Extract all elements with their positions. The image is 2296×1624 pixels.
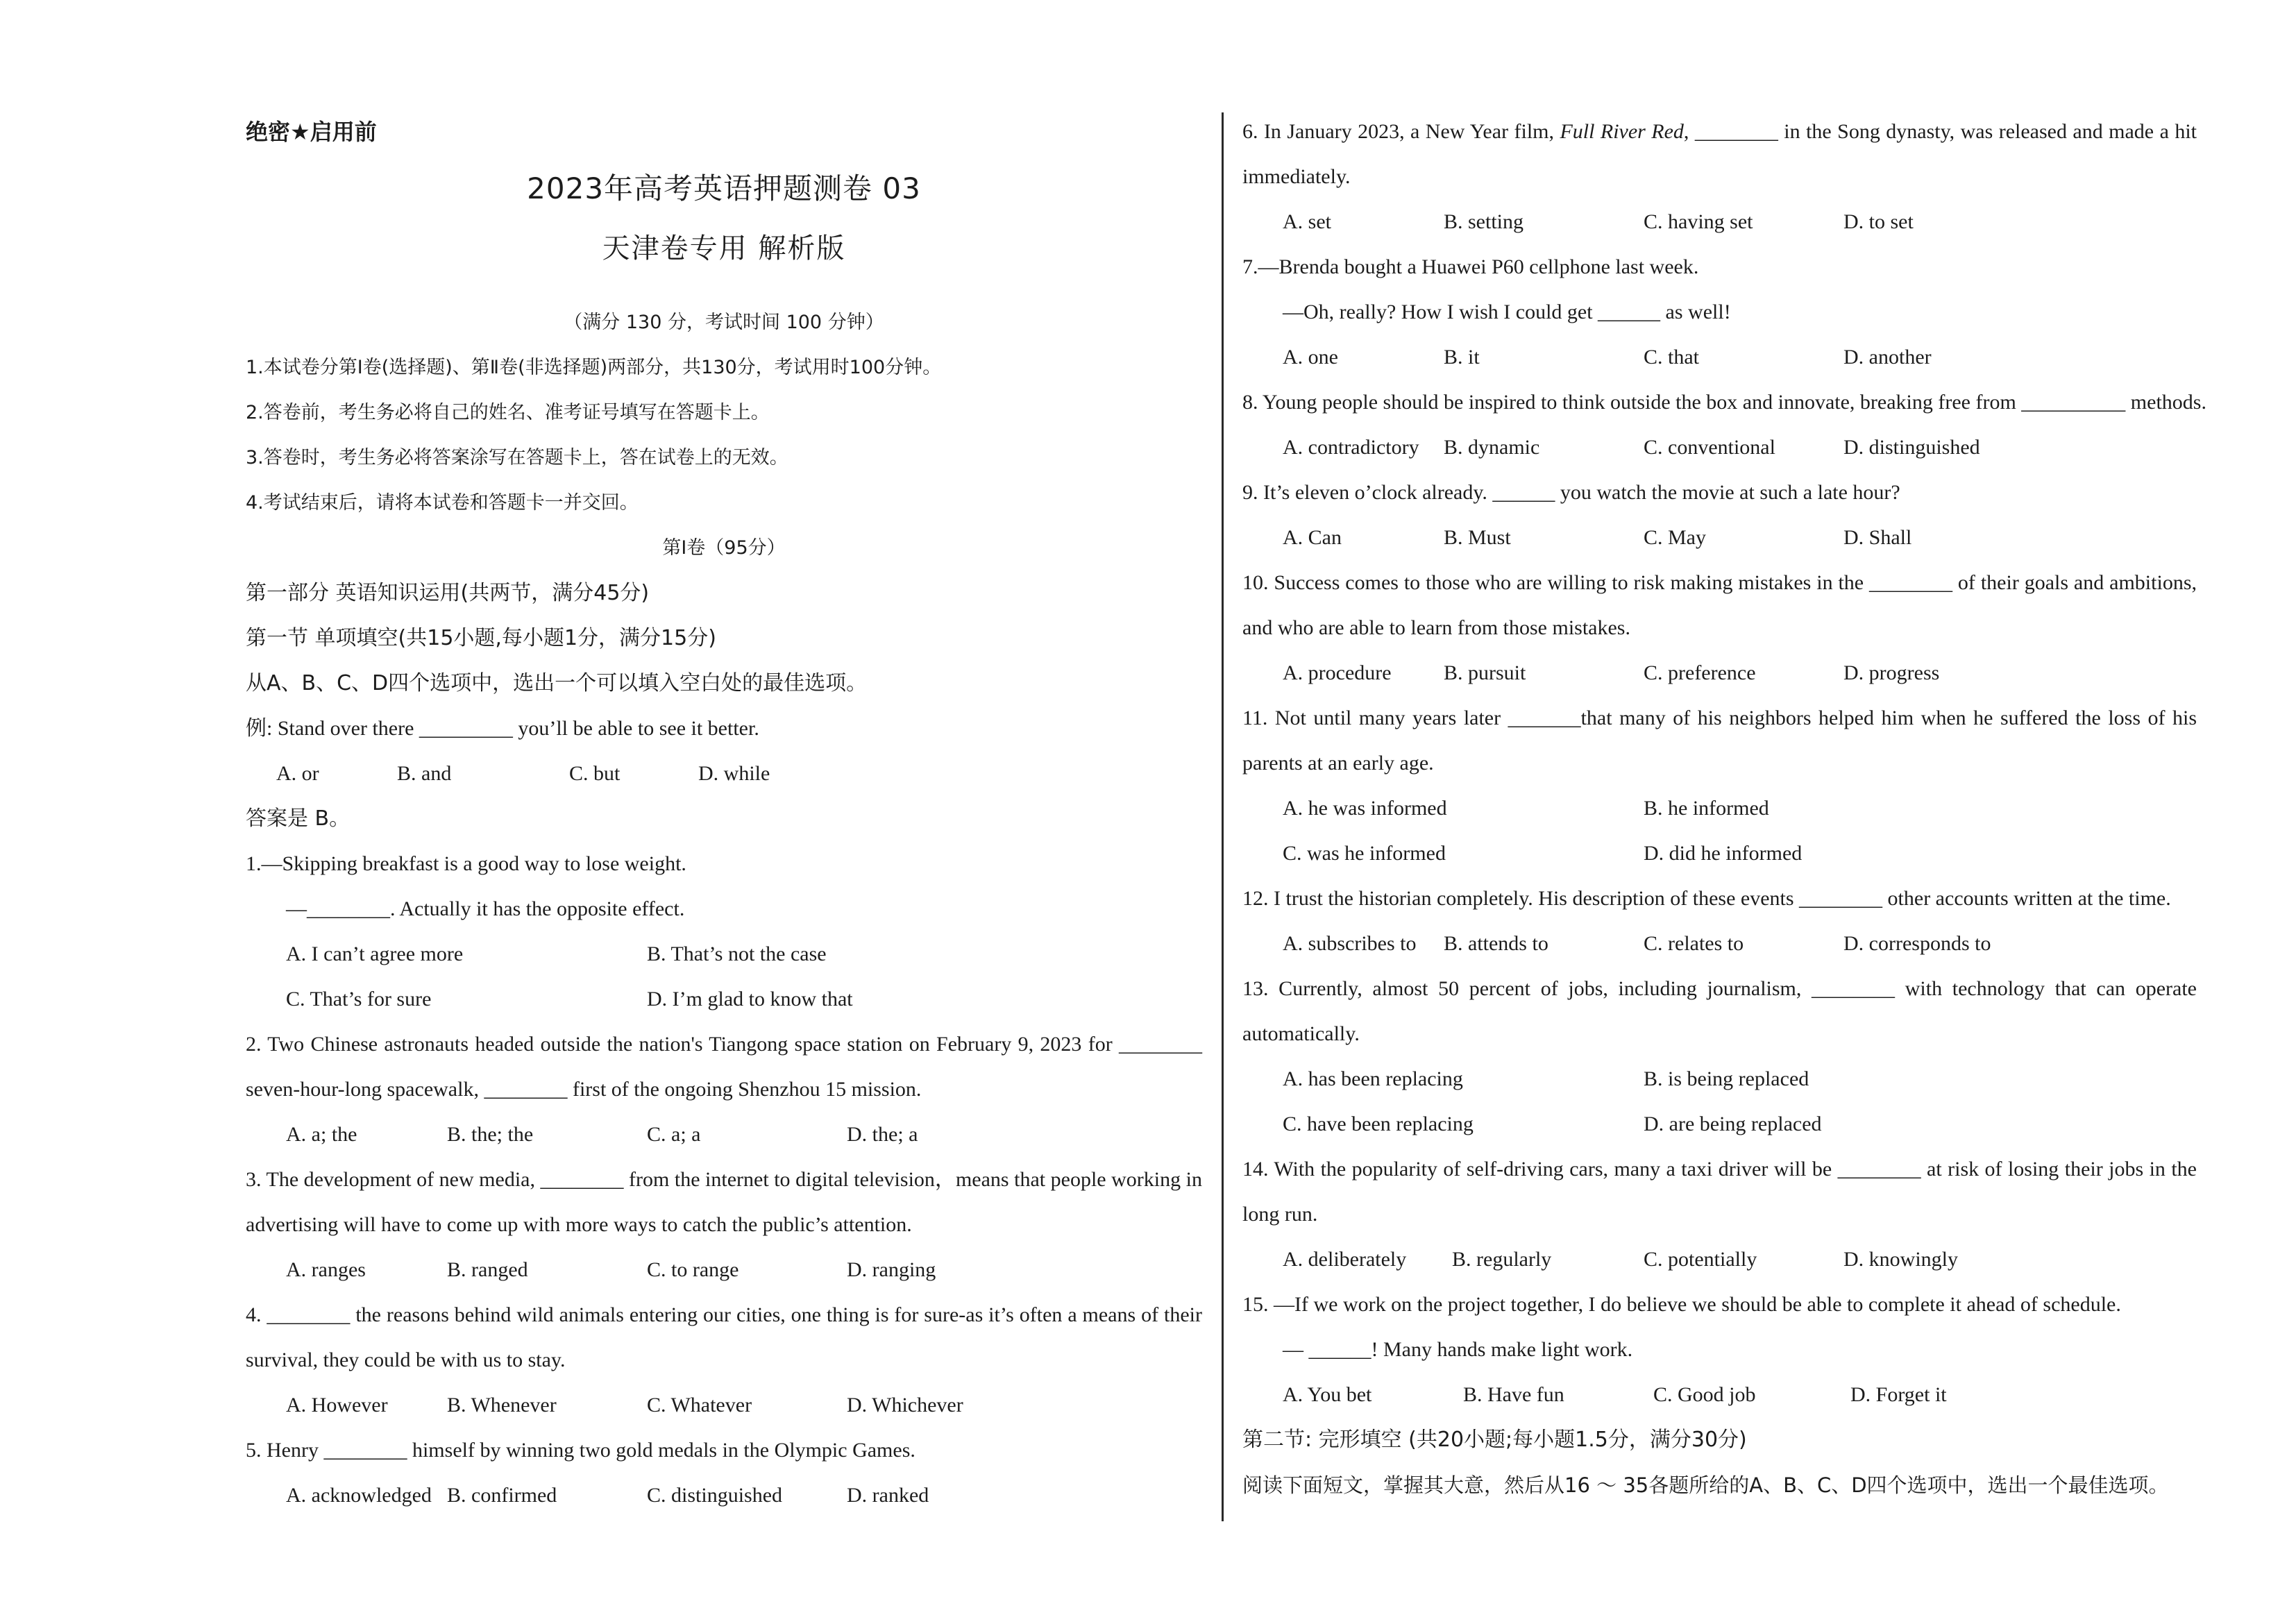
q10-line1: 10. Success comes to those who are willing to risk making mistakes in the ________ of their goals and ambitions, bbox=[1242, 571, 2197, 594]
q3-option-c: C. to range bbox=[647, 1258, 739, 1281]
q2-line1: 2. Two Chinese astronauts headed outside the nation's Tiangong space station on February 9, 2023 for ________ bbox=[246, 1033, 1202, 1056]
q12-option-c: C. relates to bbox=[1644, 932, 1744, 955]
q4-options bbox=[246, 1388, 1202, 1423]
q1-options-row2 bbox=[246, 982, 1202, 1017]
q2-option-c: C. a; a bbox=[647, 1123, 701, 1146]
q7-option-c: C. that bbox=[1644, 346, 1699, 369]
example-option-a: A. or bbox=[276, 762, 319, 785]
q4-option-d: D. Whichever bbox=[847, 1394, 963, 1416]
q8-option-a: A. contradictory bbox=[1283, 436, 1419, 459]
q11-option-b: B. he informed bbox=[1644, 797, 1769, 820]
q4-line1: 4. ________ the reasons behind wild animals entering our cities, one thing is for sure-as it’s often a means of their bbox=[246, 1303, 1202, 1326]
q5-stem: 5. Henry ________ himself by winning two gold medals in the Olympic Games. bbox=[246, 1439, 915, 1462]
q2-option-d: D. the; a bbox=[847, 1123, 918, 1146]
q14-line1: 14. With the popularity of self-driving cars, many a taxi driver will be ________ at risk of losing their jobs in the bbox=[1242, 1158, 2197, 1181]
q7-reply: —Oh, really? How I wish I could get ______ as well! bbox=[1283, 301, 1731, 323]
q11-options-row1 bbox=[1242, 791, 2197, 826]
exam-title: 2023年高考英语押题测卷 03 bbox=[527, 171, 921, 205]
q13-options-row2 bbox=[1242, 1107, 2197, 1142]
example-options bbox=[246, 756, 1202, 791]
exam-subtitle: 天津卷专用 解析版 bbox=[602, 232, 846, 264]
section2-title: 第二节: 完形填空 (共20小题;每小题1.5分，满分30分) bbox=[1242, 1428, 1747, 1452]
q11-line2: parents at an early age. bbox=[1242, 752, 1434, 775]
instruction-3: 3.答卷时，考生务必将答案涂写在答题卡上，答在试卷上的无效。 bbox=[246, 447, 788, 468]
instruction-2: 2.答卷前，考生务必将自己的姓名、准考证号填写在答题卡上。 bbox=[246, 402, 770, 423]
q2-line2: seven-hour-long spacewalk, ________ first of the ongoing Shenzhou 15 mission. bbox=[246, 1078, 922, 1101]
q13-line1: 13. Currently, almost 50 percent of jobs, including journalism, ________ with technology that can operate bbox=[1242, 977, 2197, 1000]
q4-option-c: C. Whatever bbox=[647, 1394, 752, 1416]
q5-options bbox=[246, 1478, 1202, 1513]
q11-options-row2 bbox=[1242, 836, 2197, 871]
example-option-b: B. and bbox=[397, 762, 452, 785]
q12-stem: 12. I trust the historian completely. His description of these events ________ other accounts written at the time. bbox=[1242, 887, 2171, 910]
q14-option-d: D. knowingly bbox=[1843, 1248, 1958, 1271]
q3-option-b: B. ranged bbox=[447, 1258, 528, 1281]
q13-option-b: B. is being replaced bbox=[1644, 1067, 1809, 1090]
q15-options bbox=[1242, 1378, 2197, 1412]
q10-option-c: C. preference bbox=[1644, 661, 1756, 684]
q6-option-b: B. setting bbox=[1444, 210, 1524, 233]
q13-option-d: D. are being replaced bbox=[1644, 1113, 1822, 1135]
q14-option-c: C. potentially bbox=[1644, 1248, 1757, 1271]
q15-option-a: A. You bet bbox=[1283, 1383, 1372, 1406]
q11-option-a: A. he was informed bbox=[1283, 797, 1447, 820]
q3-options bbox=[246, 1253, 1202, 1287]
q11-option-c: C. was he informed bbox=[1283, 842, 1446, 865]
q5-option-c: C. distinguished bbox=[647, 1484, 783, 1507]
q2-option-b: B. the; the bbox=[447, 1123, 534, 1146]
q6-film-title: Full River Red bbox=[1560, 120, 1684, 143]
q14-option-a: A. deliberately bbox=[1283, 1248, 1407, 1271]
q4-line2: survival, they could be with us to stay. bbox=[246, 1348, 566, 1371]
secret-label: 绝密★启用前 bbox=[246, 119, 377, 145]
example-option-c: C. but bbox=[569, 762, 621, 785]
q6-line2: immediately. bbox=[1242, 165, 1351, 188]
q13-option-a: A. has been replacing bbox=[1283, 1067, 1463, 1090]
q3-line1: 3. The development of new media, ________ from the internet to digital television，means that people working in bbox=[246, 1168, 1202, 1191]
q3-option-a: A. ranges bbox=[286, 1258, 366, 1281]
q1-option-a: A. I can’t agree more bbox=[286, 942, 464, 965]
q6-options bbox=[1242, 205, 2197, 239]
q6-option-d: D. to set bbox=[1843, 210, 1914, 233]
section1-instruction: 从A、B、C、D四个选项中，选出一个可以填入空白处的最佳选项。 bbox=[246, 671, 868, 695]
q7-option-b: B. it bbox=[1444, 346, 1480, 369]
q14-line2: long run. bbox=[1242, 1203, 1318, 1226]
q9-option-c: C. May bbox=[1644, 526, 1706, 549]
q15-stem: 15. —If we work on the project together, I do believe we should be able to complete it ahead of schedule. bbox=[1242, 1293, 2121, 1316]
q15-option-d: D. Forget it bbox=[1850, 1383, 1947, 1406]
q12-option-d: D. corresponds to bbox=[1843, 932, 1991, 955]
volume-title: 第Ⅰ卷（95分） bbox=[662, 537, 786, 559]
q8-stem: 8. Young people should be inspired to think outside the box and innovate, breaking free from __________ methods. bbox=[1242, 391, 2206, 414]
q8-option-b: B. dynamic bbox=[1444, 436, 1540, 459]
q5-option-b: B. confirmed bbox=[447, 1484, 557, 1507]
q2-options bbox=[246, 1117, 1202, 1152]
q1-stem: 1.—Skipping breakfast is a good way to lose weight. bbox=[246, 852, 686, 875]
q9-option-d: D. Shall bbox=[1843, 526, 1912, 549]
q1-reply: —________. Actually it has the opposite effect. bbox=[286, 897, 685, 920]
q15-option-b: B. Have fun bbox=[1463, 1383, 1564, 1406]
q3-option-d: D. ranging bbox=[847, 1258, 936, 1281]
q5-option-a: A. acknowledged bbox=[286, 1484, 432, 1507]
q1-options-row1 bbox=[246, 937, 1202, 972]
q7-option-a: A. one bbox=[1283, 346, 1338, 369]
column-divider bbox=[1222, 112, 1224, 1521]
q10-line2: and who are able to learn from those mistakes. bbox=[1242, 616, 1630, 639]
example-option-d: D. while bbox=[698, 762, 770, 785]
q7-stem: 7.—Brenda bought a Huawei P60 cellphone last week. bbox=[1242, 255, 1699, 278]
q7-options bbox=[1242, 340, 2197, 375]
instruction-4: 4.考试结束后，请将本试卷和答题卡一并交回。 bbox=[246, 492, 639, 514]
q12-option-b: B. attends to bbox=[1444, 932, 1548, 955]
q12-option-a: A. subscribes to bbox=[1283, 932, 1417, 955]
q11-option-d: D. did he informed bbox=[1644, 842, 1803, 865]
q14-options bbox=[1242, 1242, 2197, 1277]
q1-option-b: B. That’s not the case bbox=[647, 942, 827, 965]
q13-line2: automatically. bbox=[1242, 1022, 1360, 1045]
q2-option-a: A. a; the bbox=[286, 1123, 357, 1146]
q4-option-a: A. However bbox=[286, 1394, 388, 1416]
q10-option-b: B. pursuit bbox=[1444, 661, 1526, 684]
example-answer: 答案是 B。 bbox=[246, 806, 351, 831]
q9-option-a: A. Can bbox=[1283, 526, 1342, 549]
q6-option-c: C. having set bbox=[1644, 210, 1753, 233]
q1-option-c: C. That’s for sure bbox=[286, 988, 432, 1010]
section1-title: 第一节 单项填空(共15小题,每小题1分，满分15分) bbox=[246, 626, 716, 650]
q7-option-d: D. another bbox=[1843, 346, 1932, 369]
q13-option-c: C. have been replacing bbox=[1283, 1113, 1474, 1135]
q9-stem: 9. It’s eleven o’clock already. ______ you watch the movie at such a late hour? bbox=[1242, 481, 1900, 504]
q14-option-b: B. regularly bbox=[1452, 1248, 1552, 1271]
q11-line1: 11. Not until many years later _______that many of his neighbors helped him when he suffered the loss of his bbox=[1242, 707, 2197, 729]
q6-option-a: A. set bbox=[1283, 210, 1331, 233]
q10-option-d: D. progress bbox=[1843, 661, 1940, 684]
example-stem: 例: Stand over there _________ you’ll be able to see it better. bbox=[246, 717, 759, 740]
score-info: （满分 130 分，考试时间 100 分钟） bbox=[564, 312, 884, 333]
q15-reply: — ______! Many hands make light work. bbox=[1283, 1338, 1633, 1361]
q13-options-row1 bbox=[1242, 1062, 2197, 1097]
q9-option-b: B. Must bbox=[1444, 526, 1511, 549]
q1-option-d: D. I’m glad to know that bbox=[647, 988, 853, 1010]
q10-options bbox=[1242, 656, 2197, 691]
q15-option-c: C. Good job bbox=[1653, 1383, 1756, 1406]
part1-title: 第一部分 英语知识运用(共两节，满分45分) bbox=[246, 581, 650, 605]
q6-line1-pre: 6. In January 2023, a New Year film, bbox=[1242, 120, 1560, 143]
q8-option-c: C. conventional bbox=[1644, 436, 1775, 459]
q6-line1 bbox=[1242, 115, 2197, 149]
q8-option-d: D. distinguished bbox=[1843, 436, 1980, 459]
q12-options bbox=[1242, 927, 2197, 961]
q6-line1-post: , ________ in the Song dynasty, was released and made a hit bbox=[1683, 120, 2197, 143]
q10-option-a: A. procedure bbox=[1283, 661, 1392, 684]
instruction-1: 1.本试卷分第Ⅰ卷(选择题)、第Ⅱ卷(非选择题)两部分，共130分，考试用时100分钟。 bbox=[246, 357, 942, 378]
q8-options bbox=[1242, 430, 2197, 465]
q4-option-b: B. Whenever bbox=[447, 1394, 557, 1416]
q9-options bbox=[1242, 521, 2197, 555]
q3-line2: advertising will have to come up with more ways to catch the public’s attention. bbox=[246, 1213, 912, 1236]
section2-instruction: 阅读下面短文，掌握其大意，然后从16 ～ 35各题所给的A、B、C、D四个选项中，选出一个最佳选项。 bbox=[1242, 1473, 2169, 1497]
q5-option-d: D. ranked bbox=[847, 1484, 929, 1507]
